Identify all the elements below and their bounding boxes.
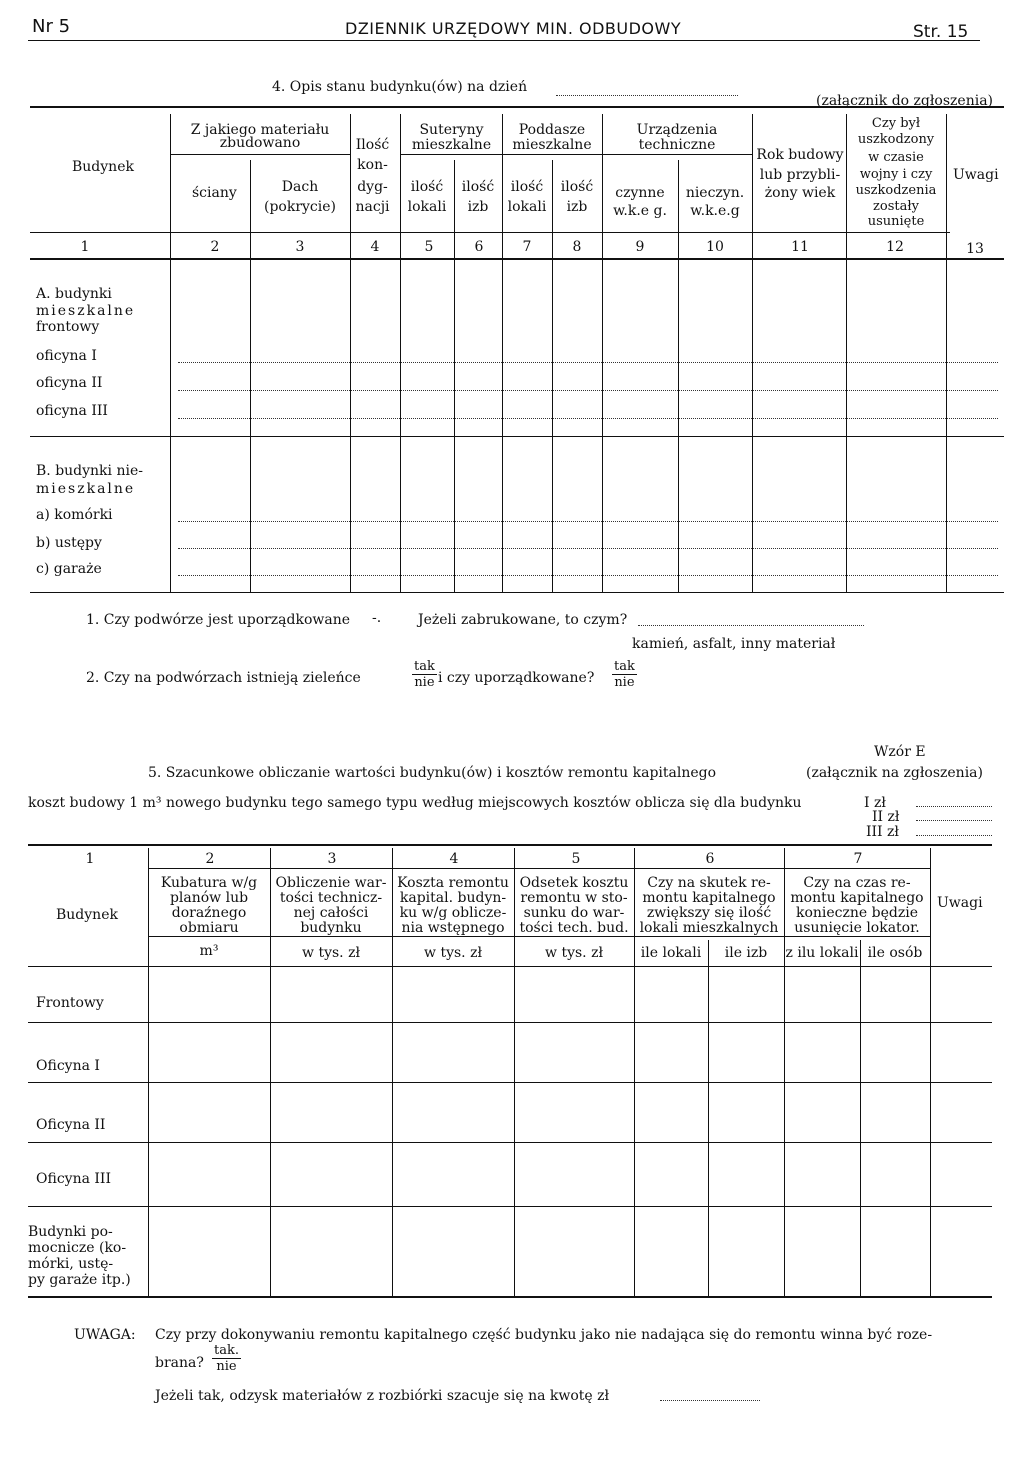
rule-numbers-bottom [30,258,1004,260]
vline-4-9 [678,160,679,592]
section4-annex: (załącznik do zgłoszenia) [816,93,994,109]
th-uszk-5: uszkodzenia [855,183,937,198]
date-fill-line [556,95,738,96]
zl-1: I zł [864,795,886,811]
th-ilosc-3: dyg- [357,179,388,195]
zl-1-fill [916,806,992,807]
t5-th7-4: usunięcie lokator. [794,920,920,936]
colnum-4: 4 [370,239,380,255]
t5-th2-3: doraźnego [171,905,247,921]
question-1b: Jeżeli zabrukowane, to czym? [418,612,628,628]
vline-5-1 [148,848,149,1296]
row-b-komorki: a) komórki [36,507,113,523]
t5-unit-7a: z ilu lokali [785,945,859,961]
zl-3-fill [916,835,992,836]
t5-unit-2: m³ [199,943,219,959]
zl-2-fill [916,820,992,821]
t5-th6-1: Czy na skutek re- [647,875,771,891]
t5-th2-1: Kubatura w/g [160,875,258,891]
q1-fill-line [638,625,864,626]
t5-th6-3: zwiększy się ilość [646,905,772,921]
t5-th4-1: Koszta remontu [397,875,509,891]
th-budynek: Budynek [72,159,134,175]
rule-t5-r2 [28,1082,992,1083]
rule-material-sub [170,154,350,155]
t5-th4-3: ku w/g oblicze- [399,905,507,921]
row-a-oficyna-3: oficyna III [36,403,108,419]
q2-nie-1: nie [414,675,435,690]
vline-5-8 [860,940,861,1296]
header-rule [28,40,980,41]
th-material-1: Z jakiego materiału [190,122,330,138]
t5-th7-3: konieczne będzie [795,905,918,921]
t5-th-uwagi: Uwagi [937,895,983,911]
t5-th2-4: obmiaru [179,920,239,936]
q2-uporzadkowane-choice [612,660,637,689]
t5-row-pomocnicze-4: py garaże itp.) [28,1272,131,1288]
uwaga-nie: nie [216,1359,237,1374]
wzor-e: Wzór E [874,744,926,760]
t5-row-frontowy: Frontowy [36,995,104,1011]
journal-title: DZIENNIK URZĘDOWY MIN. ODBUDOWY [345,19,682,38]
th-ilosc-2: kon- [357,157,388,173]
th-sut-lokali: lokali [407,199,447,215]
th-dach-2: (pokrycie) [263,199,336,215]
rule-t5-numbers [148,868,930,869]
colnum-6: 6 [474,239,484,255]
t5-row-pomocnicze-3: mórki, ustę- [28,1256,114,1272]
t5-colnum-2: 2 [205,851,215,867]
th-urzadzenia-2: techniczne [638,137,716,153]
colnum-1: 1 [80,239,90,255]
vline-5-3 [392,848,393,1296]
dotline-a-2 [178,390,998,391]
t5-th-budynek: Budynek [56,907,118,923]
t5-colnum-4: 4 [449,851,459,867]
rule-t5-units-bottom [28,966,992,967]
vline-4-7 [552,160,553,592]
th-urzadzenia-1: Urządzenia [636,122,718,138]
zl-3: III zł [866,824,899,840]
th-uszk-1: Czy był [871,116,921,131]
t5-unit-6b: ile izb [724,945,768,961]
question-1-dash: -. [372,610,382,626]
t5-th5-2: remontu w sto- [520,890,628,906]
t5-th3-3: nej całości [293,905,369,921]
th-rok-3: żony wiek [764,185,836,201]
vline-4-5 [454,160,455,592]
colnum-8: 8 [572,239,582,255]
th-ilosc-4: nacji [355,199,390,215]
zl-2: II zł [872,809,900,825]
th-sut-ilosc-lok: ilość [410,179,444,195]
t5-row-oficyna-3: Oficyna III [36,1171,111,1187]
th-rok-2: lub przybli- [759,167,841,183]
dotline-b-3 [178,575,998,576]
th-dach-1: Dach [281,179,319,195]
t5-th7-2: montu kapitalnego [790,890,924,906]
rule-urz-sub [602,154,752,155]
rule-t5-r4 [28,1206,992,1207]
t5-th3-1: Obliczenie war- [275,875,387,891]
t5-th2-2: planów lub [169,890,249,906]
dotline-b-1 [178,521,998,522]
t5-unit-3: w tys. zł [302,945,360,961]
section5-title: 5. Szacunkowe obliczanie wartości budynku(ów) i kosztów remontu kapitalnego [148,765,717,781]
th-sciany: ściany [192,185,237,201]
t5-th4-4: nia wstępnego [401,920,505,936]
t5-unit-7b: ile osób [867,945,923,961]
th-pod-lokali: lokali [507,199,547,215]
colnum-13: 13 [966,241,984,257]
material-options: kamień, asfalt, inny materiał [632,636,836,652]
t5-th6-2: montu kapitalnego [642,890,776,906]
row-a-label-1: A. budynki [36,286,112,302]
th-sut-ilosc-izb: ilość [461,179,495,195]
t5-th5-4: tości tech. bud. [519,920,629,936]
th-uszk-3: w czasie [868,150,924,165]
th-nieczynne-wkeg: w.k.e.g [690,203,740,219]
uwaga-choice [212,1344,241,1373]
dotline-a-1 [178,362,998,363]
row-b-label-2: mieszkalne [36,481,136,497]
t5-th5-3: sunku do war- [523,905,625,921]
question-2b: i czy uporządkowane? [438,670,595,686]
th-suteryny-2: mieszkalne [411,137,492,153]
rule-t5-units-top [148,936,930,937]
row-a-label-2: mieszkalne [36,303,136,319]
colnum-9: 9 [635,239,645,255]
vline-5-6 [708,940,709,1296]
th-material-2: zbudowano [219,135,301,151]
dotline-b-2 [178,548,998,549]
th-ilosc-1: Ilość [355,137,390,153]
t5-th5-1: Odsetek kosztu [519,875,629,891]
th-uszk-2: uszkodzony [857,132,935,147]
colnum-11: 11 [791,239,809,255]
th-uszk-7: usunięte [867,214,925,229]
th-rok-1: Rok budowy [756,147,844,163]
th-czynne-wkeg: w.k.e g. [613,203,667,219]
th-pod-ilosc-lok: ilość [510,179,544,195]
vline-5-7 [784,848,785,1296]
row-a-oficyna-1: oficyna I [36,348,97,364]
t5-row-pomocnicze-1: Budynki po- [28,1224,113,1240]
t5-colnum-1: 1 [85,851,95,867]
colnum-5: 5 [424,239,434,255]
t5-colnum-5: 5 [571,851,581,867]
t5-th6-4: lokali mieszkalnych [639,920,779,936]
cost-line: koszt budowy 1 m³ nowego budynku tego samego typu według miejscowych kosztów oblicza się dla budynku [28,795,802,811]
page-number: Str. 15 [913,22,969,42]
rule-numbers-top [30,232,950,233]
vline-5-5 [634,848,635,1296]
q2-zielence-choice [412,660,437,689]
row-b-ustepy: b) ustępy [36,535,102,551]
colnum-3: 3 [295,239,305,255]
t5-colnum-7: 7 [853,851,863,867]
colnum-2: 2 [210,239,220,255]
rule-t5-bottom [28,1296,992,1298]
rule-t5-r3 [28,1142,992,1143]
th-nieczynne: nieczyn. [685,185,745,201]
q2-nie-2: nie [614,675,635,690]
colnum-10: 10 [706,239,724,255]
t5-unit-4: w tys. zł [424,945,482,961]
colnum-7: 7 [522,239,532,255]
t5-th3-2: tości technicz- [279,890,383,906]
uwaga-line-1: Czy przy dokonywaniu remontu kapitalnego część budynku jako nie nadająca się do remontu winna być roze- [155,1327,933,1343]
row-a-oficyna-2: oficyna II [36,375,103,391]
th-uwagi: Uwagi [953,167,999,183]
th-sut-izb: izb [467,199,489,215]
vline-5-4 [514,848,515,1296]
vline-4-2 [250,160,251,592]
t5-unit-5: w tys. zł [545,945,603,961]
rule-a-bottom [30,436,1004,437]
row-b-garaze: c) garaże [36,561,102,577]
table5-top-rule [28,844,992,846]
th-uszk-4: wojny i czy [859,167,933,182]
th-poddasze-1: Poddasze [518,122,586,138]
table4-top-rule [30,106,1004,108]
colnum-12: 12 [886,239,904,255]
question-1: 1. Czy podwórze jest uporządkowane [86,612,351,628]
vline-4-1 [170,114,171,592]
th-pod-ilosc-izb: ilość [560,179,594,195]
t5-unit-6a: ile lokali [640,945,702,961]
question-2: 2. Czy na podwórzach istnieją zieleńce [86,670,361,686]
t5-row-oficyna-1: Oficyna I [36,1058,100,1074]
t5-th4-2: kapital. budyn- [399,890,507,906]
rule-sut-pod-sub [400,154,602,155]
section4-title: 4. Opis stanu budynku(ów) na dzień [272,79,528,95]
uwaga-line-2: brana? [155,1355,204,1371]
th-poddasze-2: mieszkalne [512,137,592,153]
rule-b-bottom [30,592,1004,593]
uwaga-label: UWAGA: [74,1327,136,1343]
th-suteryny-1: Suteryny [419,122,484,138]
t5-colnum-6: 6 [705,851,715,867]
issue-number: Nr 5 [32,16,71,37]
section5-annex: (załącznik na zgłoszenia) [806,765,983,781]
uwaga-line-3: Jeżeli tak, odzysk materiałów z rozbiórki szacuje się na kwotę zł [155,1388,610,1404]
th-pod-izb: izb [566,199,588,215]
t5-th3-4: budynku [300,920,362,936]
th-czynne: czynne [615,185,665,201]
dotline-a-3 [178,418,998,419]
uwaga-fill-line [660,1400,760,1401]
row-b-label-1: B. budynki nie- [36,463,143,479]
t5-colnum-3: 3 [327,851,337,867]
t5-row-oficyna-2: Oficyna II [36,1117,106,1133]
vline-5-9 [930,848,931,1296]
t5-th7-1: Czy na czas re- [803,875,911,891]
q2-tak-2: tak [614,659,635,674]
q2-tak-1: tak [414,659,435,674]
rule-t5-r1 [28,1022,992,1023]
vline-5-2 [270,848,271,1296]
th-uszk-6: zostały [873,199,919,214]
t5-row-pomocnicze-2: mocnicze (ko- [28,1240,127,1256]
uwaga-tak: tak. [214,1343,239,1358]
row-a-frontowy: frontowy [36,319,100,335]
